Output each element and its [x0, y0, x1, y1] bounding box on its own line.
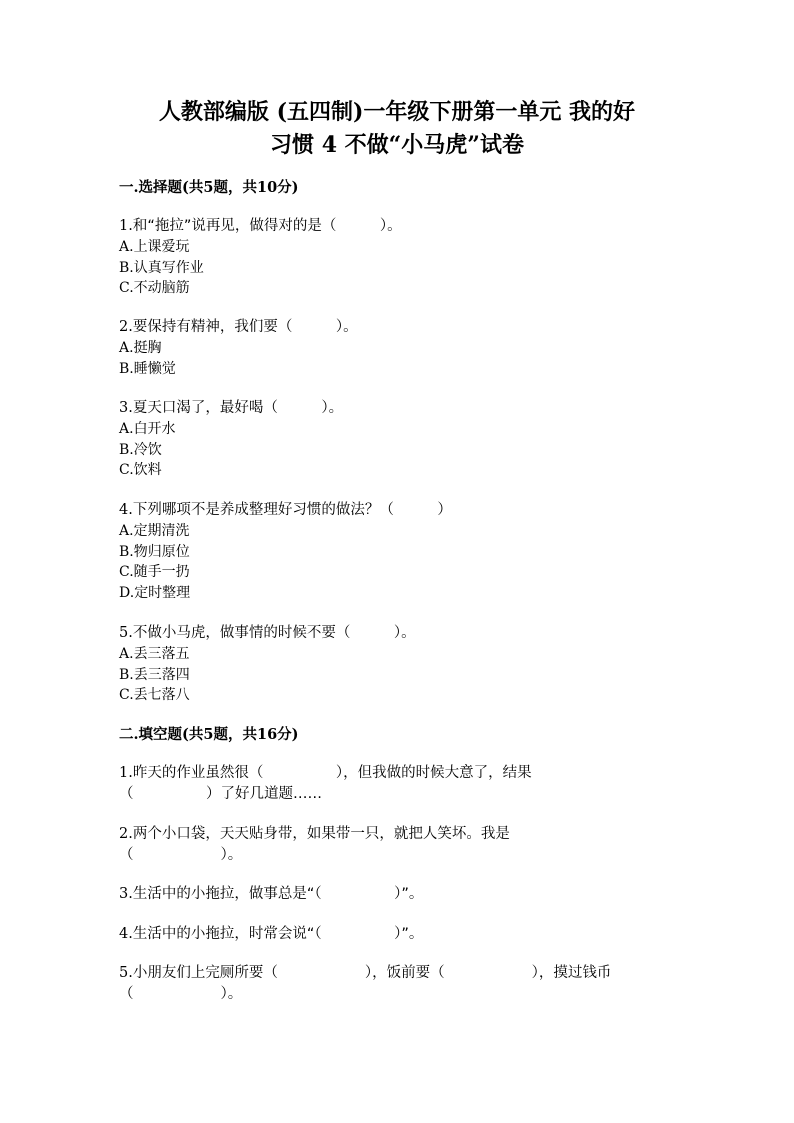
option — [119, 440, 679, 461]
question-stem: 要保持有精神，我们要（ ）。 — [132, 319, 358, 335]
question-number: 3. — [119, 400, 133, 416]
option-text: 白开水 — [133, 421, 176, 437]
question-number: 1. — [119, 765, 133, 781]
question-number: 4. — [119, 502, 133, 518]
option-text: 定期清洗 — [133, 523, 190, 539]
fill-question — [119, 963, 679, 1004]
option-key: A. — [119, 646, 134, 662]
option-key: B. — [119, 259, 134, 276]
question-number: 1. — [119, 218, 133, 234]
question-text-continued: （ ）。 — [119, 846, 243, 863]
question-number: 5. — [119, 965, 133, 981]
choice-question — [119, 216, 679, 299]
option — [119, 521, 679, 542]
option — [119, 258, 679, 279]
title-line-2: 习惯 4 不做“小马虎”试卷 — [270, 132, 524, 158]
section-heading-choice: 一.选择题(共5题，共10分) — [119, 179, 299, 196]
question-stem: 夏天口渴了，最好喝（ ）。 — [132, 400, 344, 416]
question-stem: 下列哪项不是养成整理好习惯的做法？（ ） — [132, 502, 452, 518]
option-key: D. — [119, 584, 135, 601]
fill-question — [119, 884, 679, 905]
question-number: 2. — [119, 826, 133, 842]
fill-question — [119, 924, 679, 945]
option-key: C. — [119, 564, 134, 580]
option-text: 上课爱玩 — [133, 239, 190, 255]
option-key: A. — [119, 523, 134, 539]
option-text: 丢三落五 — [133, 646, 190, 662]
option-key: A. — [119, 421, 134, 437]
question-number: 4. — [119, 926, 133, 942]
question-number: 2. — [119, 319, 133, 335]
option-text: 冷饮 — [133, 441, 162, 458]
title-line-1: 人教部编版 (五四制)一年级下册第一单元 我的好 — [158, 99, 636, 125]
option — [119, 460, 679, 481]
question-text-continued: （ ）了好几道题…… — [119, 785, 322, 802]
option-key: B. — [119, 666, 134, 683]
option — [119, 359, 679, 380]
option-text: 物归原位 — [133, 543, 190, 560]
option-text: 不动脑筋 — [133, 280, 190, 296]
question-stem: 不做小马虎，做事情的时候不要（ ）。 — [132, 625, 416, 641]
question-stem: 和“拖拉”说再见，做得对的是（ ）。 — [132, 218, 402, 234]
option — [119, 562, 679, 583]
exam-title — [0, 96, 794, 162]
option-key: C. — [119, 462, 134, 478]
choice-question — [119, 623, 679, 706]
question-text: 两个小口袋，天天贴身带，如果带一只，就把人笑坏。我是 — [132, 826, 510, 842]
option-key: A. — [119, 239, 134, 255]
choice-question — [119, 317, 679, 379]
choice-question — [119, 398, 679, 481]
option — [119, 644, 679, 665]
option-key: B. — [119, 543, 134, 560]
question-text: 昨天的作业虽然很（ ），但我做的时候大意了，结果 — [132, 765, 532, 781]
question-text-continued: （ ）。 — [119, 985, 243, 1002]
question-number: 5. — [119, 625, 133, 641]
option — [119, 542, 679, 563]
question-text: 生活中的小拖拉，时常会说“（ ）”。 — [132, 926, 424, 942]
question-number: 3. — [119, 886, 133, 902]
option — [119, 338, 679, 359]
question-text: 小朋友们上完厕所要（ ），饭前要（ ），摸过钱币 — [132, 965, 612, 981]
option-key: C. — [119, 687, 134, 703]
section-heading-fill: 二.填空题(共5题，共16分) — [119, 726, 299, 743]
option-text: 随手一扔 — [133, 564, 190, 580]
option — [119, 419, 679, 440]
option — [119, 665, 679, 686]
question-text: 生活中的小拖拉，做事总是“（ ）”。 — [132, 886, 424, 902]
option — [119, 685, 679, 706]
fill-question — [119, 763, 679, 804]
option — [119, 278, 679, 299]
option-text: 丢七落八 — [133, 687, 190, 703]
option-text: 睡懒觉 — [133, 360, 176, 377]
option-text: 饮料 — [133, 462, 162, 478]
fill-question — [119, 824, 679, 865]
option-text: 认真写作业 — [133, 259, 204, 276]
option-key: A. — [119, 340, 134, 356]
option-key: C. — [119, 280, 134, 296]
option-key: B. — [119, 441, 134, 458]
option-text: 挺胸 — [133, 340, 162, 356]
option-key: B. — [119, 360, 134, 377]
option-text: 丢三落四 — [133, 666, 190, 683]
option — [119, 237, 679, 258]
option-text: 定时整理 — [134, 584, 191, 601]
choice-question — [119, 500, 679, 603]
option — [119, 583, 679, 604]
